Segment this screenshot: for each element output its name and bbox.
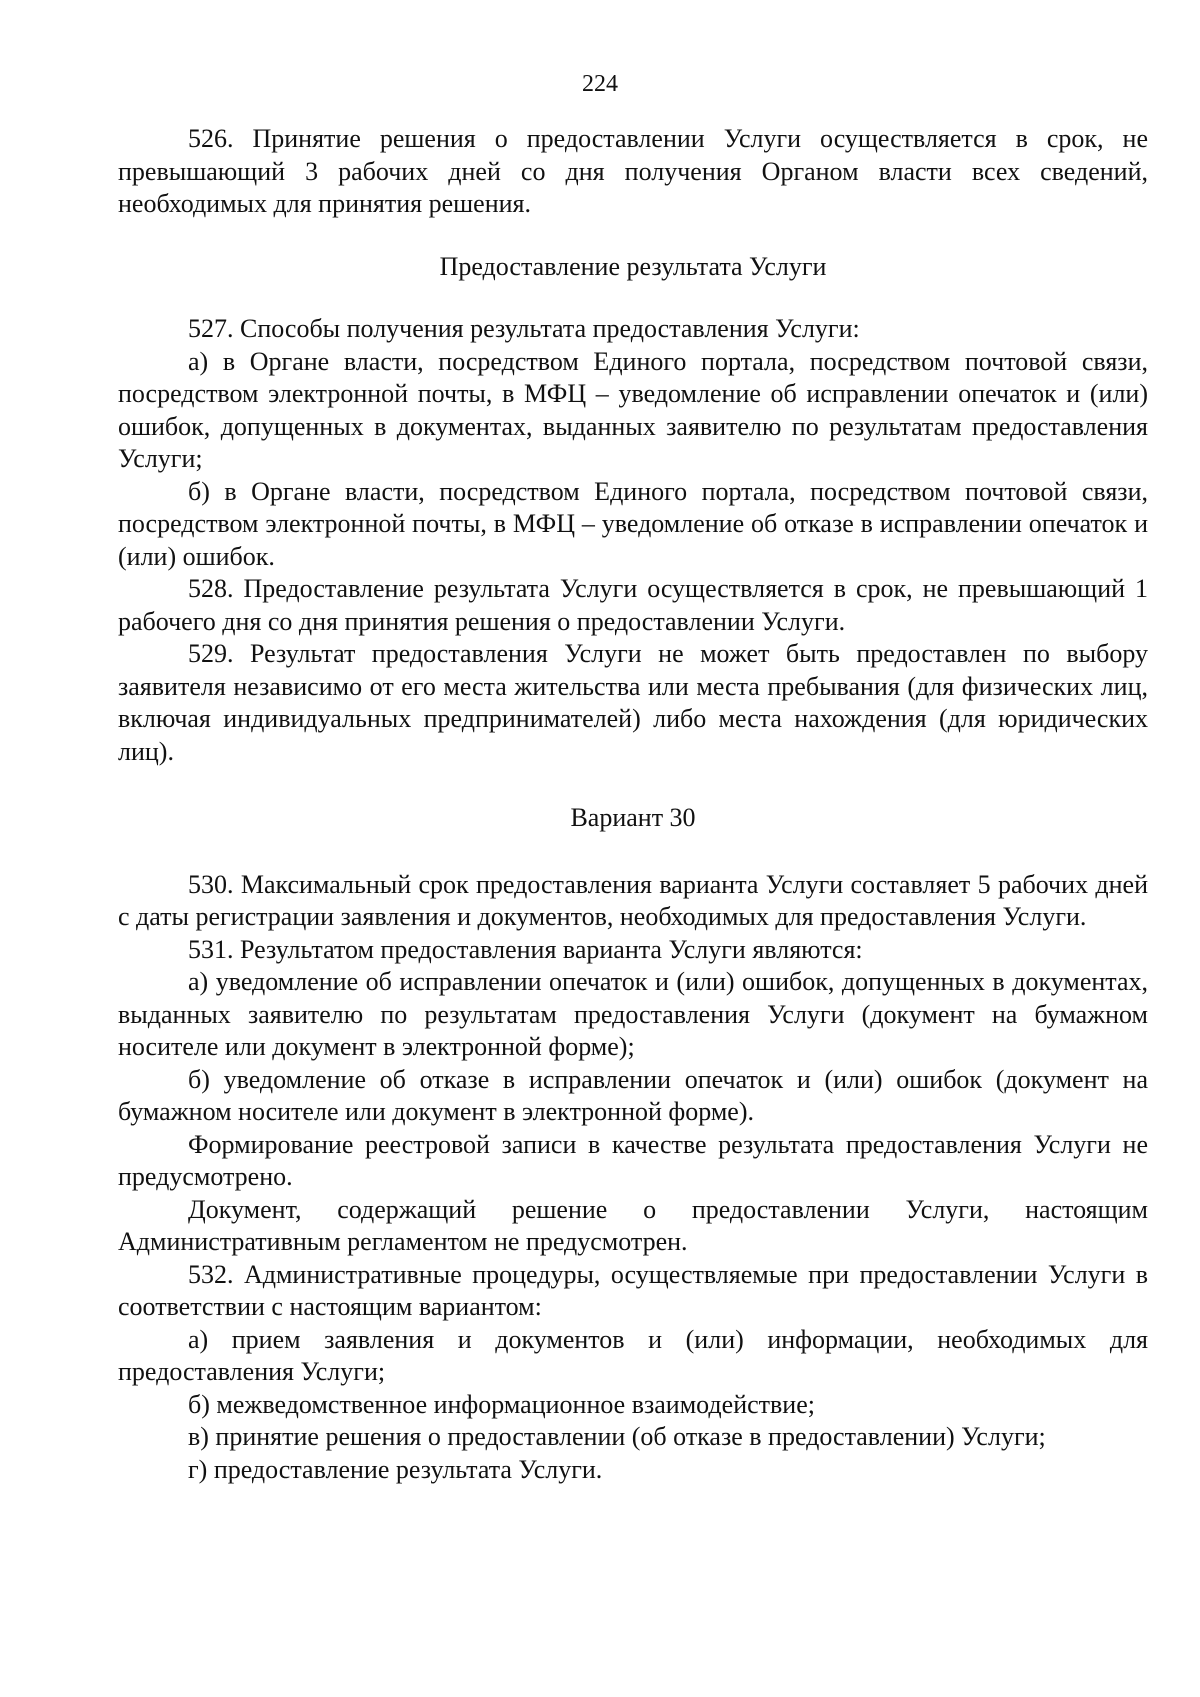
- paragraph-531-a: а) уведомление об исправлении опечаток и (или) ошибок, допущенных в документах, выданных заявителю по результатам предоставления Услуги (документ на бумажном носителе или документ в электронной форме);: [118, 967, 1148, 1061]
- paragraph-531: 531. Результатом предоставления варианта Услуги являются:: [188, 934, 863, 964]
- paragraph-531-b: б) уведомление об отказе в исправлении опечаток и (или) ошибок (документ на бумажном носителе или документ в электронной форме).: [118, 1064, 1148, 1126]
- paragraph-528: 528. Предоставление результата Услуги осуществляется в срок, не превышающий 1 рабочего дня со дня принятия решения о предоставлении Услуги.: [118, 574, 1148, 636]
- section-heading-variant: Вариант 30: [570, 803, 696, 832]
- paragraph-531-decision-document: Документ, содержащий решение о предоставлении Услуги, настоящим Административным регламентом не предусмотрен.: [118, 1194, 1148, 1256]
- paragraph-531-registry: Формирование реестровой записи в качестве результата предоставления Услуги не предусмотрено.: [118, 1129, 1148, 1191]
- paragraph-532-c: в) принятие решения о предоставлении (об отказе в предоставлении) Услуги;: [188, 1422, 1046, 1451]
- section-heading-result: Предоставление результата Услуги: [439, 251, 827, 281]
- paragraph-532-b: б) межведомственное информационное взаимодействие;: [188, 1389, 815, 1419]
- paragraph-532-a: а) прием заявления и документов и (или) информации, необходимых для предоставления Услуги;: [118, 1324, 1148, 1386]
- paragraph-532-d: г) предоставление результата Услуги.: [188, 1454, 603, 1484]
- paragraph-526: 526. Принятие решения о предоставлении Услуги осуществляется в срок, не превышающий 3 рабочих дней со дня получения Органом власти всех сведений, необходимых для принятия решения.: [118, 124, 1148, 218]
- paragraph-529: 529. Результат предоставления Услуги не может быть предоставлен по выбору заявителя независимо от его места жительства или места пребывания (для физических лиц, включая индивидуальных предпринимателей) либо места нахождения (для юридических лиц).: [118, 639, 1148, 766]
- page-number: 224: [582, 71, 618, 97]
- paragraph-527: 527. Способы получения результата предоставления Услуги:: [188, 314, 860, 343]
- paragraph-530: 530. Максимальный срок предоставления варианта Услуги составляет 5 рабочих дней с даты регистрации заявления и документов, необходимых для предоставления Услуги.: [118, 869, 1148, 931]
- paragraph-532: 532. Административные процедуры, осуществляемые при предоставлении Услуги в соответствии с настоящим вариантом:: [118, 1259, 1148, 1321]
- document-body: [118, 123, 1148, 1486]
- paragraph-527-a: а) в Органе власти, посредством Единого портала, посредством почтовой связи, посредством электронной почты, в МФЦ – уведомление об исправлении опечаток и (или) ошибок, допущенных в документах, выданных заявителю по результатам предоставления Услуги;: [118, 346, 1148, 473]
- paragraph-527-b: б) в Органе власти, посредством Единого портала, посредством почтовой связи, посредством электронной почты, в МФЦ – уведомление об отказе в исправлении опечаток и (или) ошибок.: [118, 476, 1148, 571]
